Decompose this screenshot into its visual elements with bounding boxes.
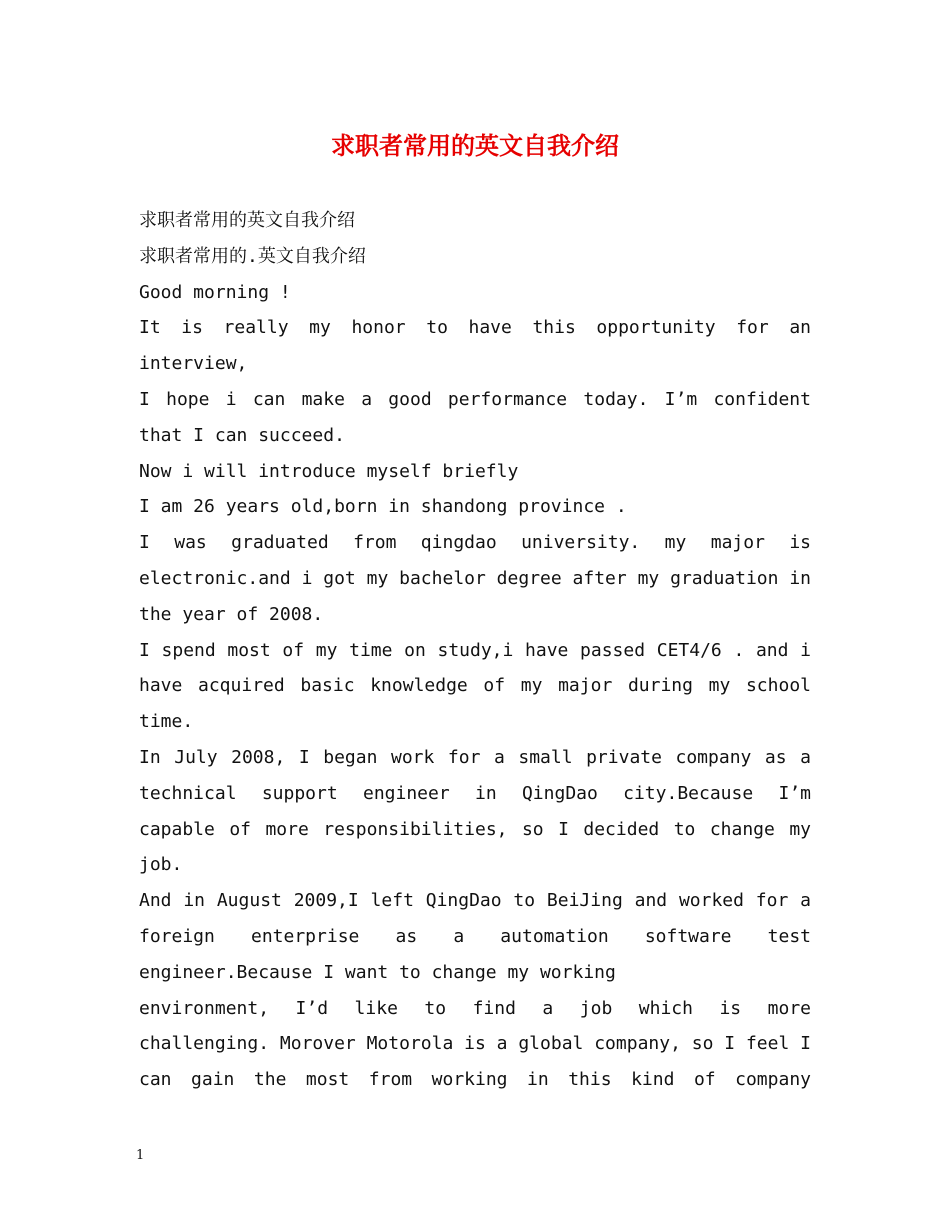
text-line: I was graduated from qingdao university. my major is bbox=[139, 532, 811, 554]
text-line: electronic.and i got my bachelor degree after my graduation in bbox=[139, 567, 811, 589]
text-line: 求职者常用的英文自我介绍 bbox=[139, 210, 355, 231]
text-line: I spend most of my time on study,i have passed CET4/6 . and i bbox=[139, 639, 811, 661]
text-line: challenging. Morover Motorola is a global company, so I feel I bbox=[139, 1033, 811, 1055]
text-line: job. bbox=[139, 854, 183, 876]
text-line: 求职者常用的.英文自我介绍 bbox=[139, 245, 366, 267]
text-line: I hope i can make a good performance today. I’m confident bbox=[139, 388, 811, 410]
text-line: And in August 2009,I left QingDao to BeiJing and worked for a bbox=[139, 890, 811, 912]
text-line: environment, I’d like to find a job which is more bbox=[139, 997, 811, 1019]
text-line: that I can succeed. bbox=[139, 424, 345, 446]
text-line: time. bbox=[139, 711, 194, 733]
text-line: interview, bbox=[139, 353, 248, 375]
text-line: technical support engineer in QingDao city.Because I’m bbox=[139, 782, 811, 804]
text-line: have acquired basic knowledge of my major during my school bbox=[139, 675, 811, 697]
document-body bbox=[139, 203, 811, 1098]
text-line: In July 2008, I began work for a small private company as a bbox=[139, 746, 811, 768]
document-title: 求职者常用的英文自我介绍 bbox=[331, 131, 619, 160]
text-line: Good morning ! bbox=[139, 281, 291, 303]
text-line: It is really my honor to have this opportunity for an bbox=[139, 317, 811, 339]
text-line: Now i will introduce myself briefly bbox=[139, 460, 519, 482]
text-line: engineer.Because I want to change my working bbox=[139, 961, 616, 983]
text-line: foreign enterprise as a automation software test bbox=[139, 925, 811, 947]
page-number: 1 bbox=[136, 1148, 145, 1163]
text-line: can gain the most from working in this kind of company bbox=[139, 1069, 811, 1091]
text-line: the year of 2008. bbox=[139, 603, 324, 625]
text-line: capable of more responsibilities, so I decided to change my bbox=[139, 818, 811, 840]
text-line: I am 26 years old,born in shandong province . bbox=[139, 496, 627, 518]
